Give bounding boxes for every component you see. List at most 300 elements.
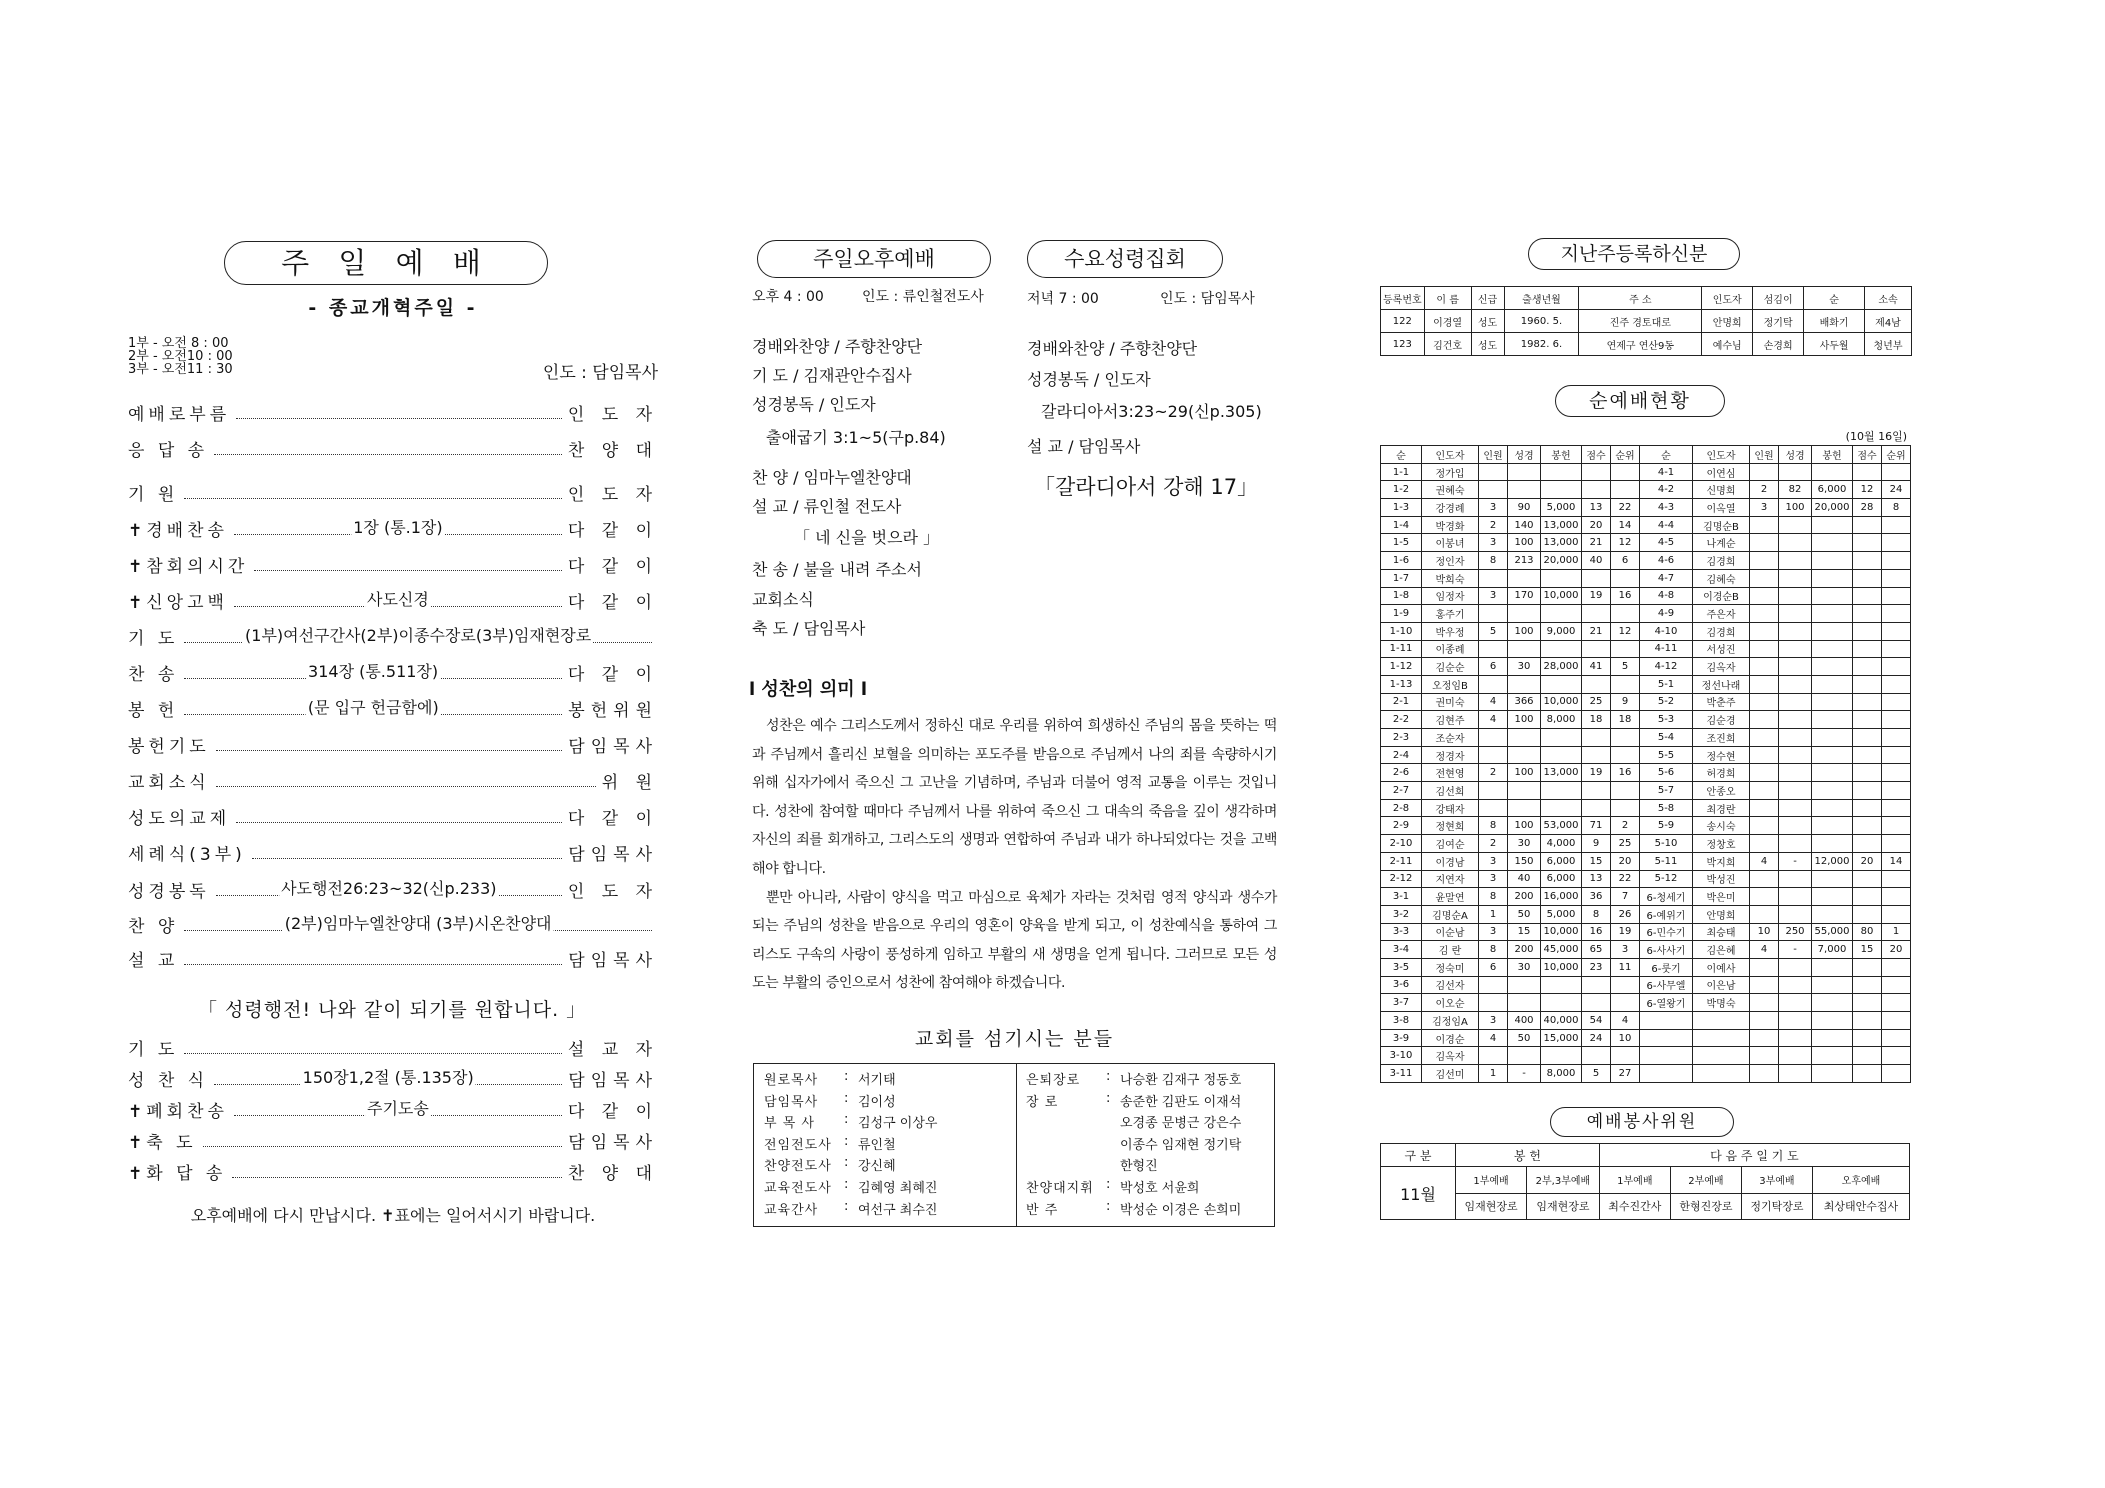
table-cell: 9 [1611, 693, 1640, 711]
table-cell [1853, 746, 1882, 764]
table-cell [1812, 658, 1853, 676]
table-cell [1779, 1012, 1812, 1030]
table-cell: 4-5 [1640, 534, 1693, 552]
table-cell [1812, 905, 1853, 923]
table-cell [1541, 799, 1582, 817]
table-cell [1508, 729, 1541, 747]
table-cell [1812, 729, 1853, 747]
table-cell [1541, 640, 1582, 658]
order-item [128, 804, 658, 828]
table-cell [1541, 729, 1582, 747]
table-cell: 40 [1508, 870, 1541, 888]
table-row [1381, 481, 1911, 499]
dot-leader [216, 738, 563, 751]
table-cell [1812, 782, 1853, 800]
service-times [128, 337, 233, 376]
table-cell [1812, 976, 1853, 994]
table-cell [1882, 605, 1911, 623]
table-cell: 30 [1508, 658, 1541, 676]
table-cell: 3 [1479, 499, 1508, 517]
order-item-label: 기 도 [128, 1039, 179, 1060]
table-row [1381, 622, 1911, 640]
table-cell [1812, 463, 1853, 481]
table-cell [1508, 463, 1541, 481]
table-cell: 20 [1853, 852, 1882, 870]
table-row [1381, 799, 1911, 817]
table-cell [1750, 534, 1779, 552]
staff-heading: 교회를 섬기시는 분들 [914, 1028, 1115, 1050]
table-cell: 이옥열 [1693, 499, 1750, 517]
service-order-line: 설 교 / 담임목사 [1027, 437, 1141, 456]
table-cell [1882, 587, 1911, 605]
volunteers-subheader: 3부예배 [1741, 1167, 1812, 1194]
table-cell: 25 [1582, 693, 1611, 711]
table-cell: 5-11 [1640, 852, 1693, 870]
table-cell [1640, 1047, 1693, 1065]
table-cell [1853, 1065, 1882, 1083]
order-item [128, 480, 658, 504]
table-cell: 전현영 [1422, 764, 1479, 782]
table-cell [1750, 1065, 1779, 1083]
table-cell [1508, 605, 1541, 623]
volunteers-subheader: 2부,3부예배 [1527, 1167, 1600, 1194]
table-cell [1882, 764, 1911, 782]
order-item [128, 946, 658, 970]
table-cell: 23 [1582, 958, 1611, 976]
order-item [128, 624, 658, 648]
order-item [128, 877, 658, 901]
table-cell: 4-12 [1640, 658, 1693, 676]
table-cell: 김현주 [1422, 711, 1479, 729]
table-cell [1779, 605, 1812, 623]
table-cell: 김선희 [1422, 782, 1479, 800]
table-cell: 김건호 [1424, 333, 1471, 356]
table-header: 인도자 [1422, 446, 1479, 464]
table-header: 소속 [1865, 287, 1912, 310]
table-cell [1779, 994, 1812, 1012]
table-cell: 박성진 [1693, 870, 1750, 888]
table-cell [1611, 994, 1640, 1012]
table-header: 인원 [1479, 446, 1508, 464]
dot-leader [184, 661, 562, 681]
table-cell: 2-11 [1381, 852, 1422, 870]
order-item-person: 담임목사 [568, 950, 658, 971]
order-item-label: 기 도 [128, 628, 179, 649]
order-item-detail: 1장 (통.1장) [353, 517, 443, 537]
order-item-label: ✝화 답 송 [128, 1163, 227, 1184]
table-cell [1508, 481, 1541, 499]
order-item-label: 성도의교제 [128, 808, 231, 829]
table-cell [1479, 640, 1508, 658]
table-cell: 100 [1779, 499, 1812, 517]
service-order-line: 경배와찬양 / 주향찬양단 [1027, 339, 1198, 358]
staff-name: 이종수 임재현 정기탁 [1120, 1137, 1242, 1153]
table-cell: 20 [1611, 852, 1640, 870]
staff-name: 강신혜 [858, 1159, 896, 1175]
staff-role: 찬양전도사 [764, 1159, 832, 1175]
table-header: 성경 [1508, 446, 1541, 464]
order-item [128, 1097, 658, 1121]
table-cell [1882, 746, 1911, 764]
service-order-line: 찬 양 / 임마누엘찬양대 [752, 468, 912, 487]
table-cell [1750, 569, 1779, 587]
wednesday-sermon-title: 「갈라디아서 강해 17」 [1034, 475, 1259, 499]
order-item-person: 다 같 이 [567, 520, 658, 541]
table-row [1381, 310, 1912, 333]
table-cell: 정경자 [1422, 746, 1479, 764]
order-item-label: 예배로부름 [128, 404, 231, 425]
table-cell [1853, 958, 1882, 976]
table-cell [1779, 1047, 1812, 1065]
right-column [1380, 0, 1920, 1230]
table-row [1381, 587, 1911, 605]
order-item [128, 912, 658, 936]
table-cell: 1-1 [1381, 463, 1422, 481]
table-cell: 배화기 [1804, 310, 1865, 333]
service-leader: 인도 : 담임목사 [542, 363, 658, 383]
service-order-line: 기 도 / 김재관안수집사 [752, 366, 912, 385]
table-cell: 정인자 [1422, 552, 1479, 570]
order-item [128, 1035, 658, 1059]
table-cell: 5-2 [1640, 693, 1693, 711]
order-item [128, 1128, 658, 1152]
staff-entry [764, 1091, 896, 1110]
order-item [128, 436, 658, 460]
table-cell: 14 [1611, 516, 1640, 534]
service-order-line: 갈라디아서3:23~29(신p.305) [1041, 402, 1262, 421]
table-cell [1582, 569, 1611, 587]
table-cell [1853, 870, 1882, 888]
table-cell [1853, 1029, 1882, 1047]
table-cell: 53,000 [1541, 817, 1582, 835]
table-cell: 8,000 [1541, 711, 1582, 729]
table-cell: 지연자 [1422, 870, 1479, 888]
table-cell: 2 [1479, 764, 1508, 782]
staff-entry [1026, 1069, 1241, 1088]
table-cell: 170 [1508, 587, 1541, 605]
table-cell: 200 [1508, 888, 1541, 906]
staff-role: 교육간사 [764, 1202, 819, 1218]
order-item-label: ✝폐회찬송 [128, 1101, 228, 1122]
order-item-detail: (1부)여선구간사(2부)이종수장로(3부)임재현장로 [245, 625, 592, 645]
table-cell [1582, 640, 1611, 658]
table-cell: 3-1 [1381, 888, 1422, 906]
table-cell: 3 [1750, 499, 1779, 517]
table-cell [1779, 958, 1812, 976]
table-cell: 8,000 [1541, 1065, 1582, 1083]
table-cell [1508, 746, 1541, 764]
staff-role [1026, 1112, 1106, 1131]
dot-leader [214, 442, 562, 455]
table-cell: 이경열 [1424, 310, 1471, 333]
table-cell: 16 [1582, 923, 1611, 941]
table-cell: 13,000 [1541, 534, 1582, 552]
staff-colon: : [1106, 1198, 1111, 1214]
table-cell: 2-10 [1381, 835, 1422, 853]
table-header: 인원 [1750, 446, 1779, 464]
volunteer-name: 임재현장로 [1456, 1193, 1527, 1220]
order-item-label: ✝경배찬송 [128, 520, 228, 541]
table-cell [1812, 587, 1853, 605]
order-item [128, 1066, 658, 1090]
table-cell: 6 [1479, 958, 1508, 976]
cell-worship-date: (10월 16일) [1845, 430, 1907, 443]
table-cell [1882, 958, 1911, 976]
table-cell: 20,000 [1541, 552, 1582, 570]
table-cell: 김정임A [1422, 1012, 1479, 1030]
communion-heading: l 성찬의 의미 l [749, 679, 868, 700]
table-cell [1611, 640, 1640, 658]
table-row [1381, 1047, 1911, 1065]
staff-entry [1026, 1199, 1241, 1218]
table-cell [1882, 888, 1911, 906]
table-cell [1582, 481, 1611, 499]
table-row [1381, 958, 1911, 976]
table-cell [1882, 569, 1911, 587]
table-cell [1611, 976, 1640, 994]
order-item [128, 696, 658, 720]
service-time: 1부 - 오전 8 : 00 [128, 336, 229, 351]
dot-leader [236, 406, 562, 419]
table-cell [1693, 1065, 1750, 1083]
table-cell: 28,000 [1541, 658, 1582, 676]
table-cell [1779, 640, 1812, 658]
table-cell: 정숙미 [1422, 958, 1479, 976]
table-cell [1541, 1047, 1582, 1065]
table-cell: 18 [1582, 711, 1611, 729]
table-cell: 15 [1853, 941, 1882, 959]
staff-name: 김혜영 최혜진 [858, 1181, 938, 1196]
staff-colon: : [844, 1069, 849, 1084]
table-cell [1882, 782, 1911, 800]
table-cell [1750, 976, 1779, 994]
table-cell: 윤말연 [1422, 888, 1479, 906]
order-item-person: 다 같 이 [567, 556, 658, 577]
table-cell: 1-2 [1381, 481, 1422, 499]
table-cell: 이예사 [1693, 958, 1750, 976]
dot-leader [254, 558, 562, 571]
table-cell [1479, 994, 1508, 1012]
table-cell [1812, 675, 1853, 693]
table-cell: 3-8 [1381, 1012, 1422, 1030]
table-cell: 허경희 [1693, 764, 1750, 782]
table-cell: 7 [1611, 888, 1640, 906]
dot-leader [184, 952, 562, 965]
table-cell: 김순경 [1693, 711, 1750, 729]
table-cell [1779, 693, 1812, 711]
order-item-detail: 사도행전26:23~32(신p.233) [281, 878, 497, 898]
table-cell: 100 [1508, 764, 1541, 782]
table-cell: 27 [1611, 1065, 1640, 1083]
table-cell: 10 [1611, 1029, 1640, 1047]
wednesday-service-title: 수요성령집회 [1027, 240, 1223, 278]
table-cell: 11 [1611, 958, 1640, 976]
volunteers-subheader: 1부예배 [1599, 1167, 1670, 1194]
service-order-line: 성경봉독 / 인도자 [752, 395, 876, 414]
table-cell [1750, 994, 1779, 1012]
table-cell: 3 [1479, 923, 1508, 941]
table-cell [1853, 622, 1882, 640]
table-cell: 이순남 [1422, 923, 1479, 941]
table-cell: 13 [1582, 870, 1611, 888]
table-cell: 6-룻기 [1640, 958, 1693, 976]
table-row [1381, 782, 1911, 800]
table-cell: 1-7 [1381, 569, 1422, 587]
staff-entry [764, 1177, 937, 1196]
service-order-line: 축 도 / 담임목사 [752, 619, 866, 638]
table-cell [1750, 693, 1779, 711]
order-item-detail: 150장1,2절 (통.135장) [302, 1067, 474, 1087]
service-time: 3부 - 오전11 : 30 [128, 362, 233, 377]
table-cell: 연제구 연산9동 [1579, 333, 1702, 356]
table-cell [1750, 622, 1779, 640]
table-cell [1582, 605, 1611, 623]
table-cell [1812, 958, 1853, 976]
table-cell: 김옥자 [1422, 1047, 1479, 1065]
staff-colon: : [844, 1133, 849, 1149]
table-cell: 80 [1853, 923, 1882, 941]
table-cell [1582, 799, 1611, 817]
staff-name: 오경종 문병근 강은수 [1120, 1116, 1242, 1132]
table-cell: 이경남 [1422, 852, 1479, 870]
table-cell: 5-6 [1640, 764, 1693, 782]
table-cell [1853, 675, 1882, 693]
table-cell: 1-4 [1381, 516, 1422, 534]
table-cell [1750, 463, 1779, 481]
table-cell: 박명숙 [1693, 994, 1750, 1012]
table-cell [1779, 817, 1812, 835]
table-cell: 45,000 [1541, 941, 1582, 959]
table-cell: 3 [1611, 941, 1640, 959]
table-cell [1812, 799, 1853, 817]
table-cell: 4-8 [1640, 587, 1693, 605]
table-cell: 7,000 [1812, 941, 1853, 959]
table-cell: 1-8 [1381, 587, 1422, 605]
table-cell [1508, 675, 1541, 693]
table-cell: 5-12 [1640, 870, 1693, 888]
table-cell [1882, 640, 1911, 658]
table-cell: 65 [1582, 941, 1611, 959]
table-cell [1882, 463, 1911, 481]
table-cell: 1-9 [1381, 605, 1422, 623]
order-item-person: 다 같 이 [567, 664, 658, 685]
table-cell: 250 [1779, 923, 1812, 941]
order-item [128, 840, 658, 864]
table-cell [1750, 870, 1779, 888]
table-cell [1479, 799, 1508, 817]
table-cell: 71 [1582, 817, 1611, 835]
table-cell: 4 [1750, 941, 1779, 959]
table-cell: 24 [1882, 481, 1911, 499]
table-cell: 이연심 [1693, 463, 1750, 481]
order-item-person: 인 도 자 [567, 881, 658, 902]
table-cell [1812, 746, 1853, 764]
table-row [1381, 764, 1911, 782]
table-cell [1750, 958, 1779, 976]
table-row [1381, 1065, 1911, 1083]
table-cell: 3-6 [1381, 976, 1422, 994]
table-cell [1479, 782, 1508, 800]
order-item [128, 400, 658, 424]
table-cell: 8 [1479, 941, 1508, 959]
table-row [1381, 870, 1911, 888]
table-cell [1779, 729, 1812, 747]
service-time: 2부 - 오전10 : 00 [128, 349, 233, 364]
dot-leader [184, 625, 652, 645]
dot-leader [184, 1041, 562, 1054]
table-cell: 사두월 [1804, 333, 1865, 356]
table-cell [1853, 729, 1882, 747]
staff-entry [1026, 1177, 1199, 1196]
table-cell: 김명순A [1422, 905, 1479, 923]
table-cell [1882, 516, 1911, 534]
table-cell: 성도 [1471, 333, 1504, 356]
table-cell [1812, 870, 1853, 888]
order-item-person: 다 같 이 [567, 592, 658, 613]
table-cell [1508, 1047, 1541, 1065]
staff-entry [764, 1134, 896, 1153]
table-cell [1541, 605, 1582, 623]
table-cell [1812, 1047, 1853, 1065]
table-cell: 22 [1611, 870, 1640, 888]
order-item-person: 담임목사 [568, 1070, 658, 1091]
table-cell [1882, 870, 1911, 888]
table-cell [1779, 463, 1812, 481]
dot-leader [252, 846, 563, 859]
table-cell [1882, 711, 1911, 729]
table-cell [1882, 1012, 1911, 1030]
table-cell [1882, 658, 1911, 676]
dot-leader [214, 1067, 562, 1087]
table-cell [1779, 976, 1812, 994]
staff-role: 원로목사 [764, 1073, 819, 1088]
table-cell [1779, 711, 1812, 729]
service-order-line: 설 교 / 류인철 전도사 [752, 497, 902, 516]
table-cell: 4-4 [1640, 516, 1693, 534]
table-cell [1812, 1065, 1853, 1083]
table-cell: - [1508, 1065, 1541, 1083]
table-cell: 8 [1479, 817, 1508, 835]
communion-paragraph: 뿐만 아니라, 사람이 양식을 먹고 마심으로 육체가 자라는 것처럼 영적 양식과 생수가 되는 주님의 성찬을 받음으로 우리의 영혼이 양육을 받게 되고, 이 성찬예식을 통하여 그리스도 구속의 사랑이 풍성하게 임하고 부활의 새 생명을 얻게 됩니다. 그러므로 모든 성도는 부활의 증인으로서 성찬에 참여해야 하겠습니다. [752, 889, 1277, 992]
order-item-label: 봉 헌 [128, 700, 179, 721]
table-cell: 6 [1611, 552, 1640, 570]
table-cell: 5 [1479, 622, 1508, 640]
staff-role: 장 로 [1026, 1094, 1059, 1110]
table-cell [1611, 481, 1640, 499]
table-cell: 4-9 [1640, 605, 1693, 623]
service-order-line: 교회소식 [752, 590, 814, 609]
table-cell: 정창호 [1693, 835, 1750, 853]
table-cell [1882, 622, 1911, 640]
staff-entry [764, 1112, 937, 1131]
table-row [1381, 746, 1911, 764]
table-cell: 6-민수기 [1640, 923, 1693, 941]
table-cell: 400 [1508, 1012, 1541, 1030]
table-cell: 100 [1508, 817, 1541, 835]
table-cell: 10,000 [1541, 923, 1582, 941]
table-cell: 2-1 [1381, 693, 1422, 711]
sunday-worship-column [128, 0, 658, 1230]
table-cell: 정선나래 [1693, 675, 1750, 693]
table-cell: 28 [1853, 499, 1882, 517]
table-cell: 김선자 [1422, 976, 1479, 994]
order-item-person: 다 같 이 [567, 1101, 658, 1122]
sermon-title: 「 성령행전! 나와 같이 되기를 원합니다. 」 [198, 999, 587, 1021]
table-cell [1779, 587, 1812, 605]
table-row [1381, 941, 1911, 959]
table-cell: 안종오 [1693, 782, 1750, 800]
table-cell [1611, 746, 1640, 764]
